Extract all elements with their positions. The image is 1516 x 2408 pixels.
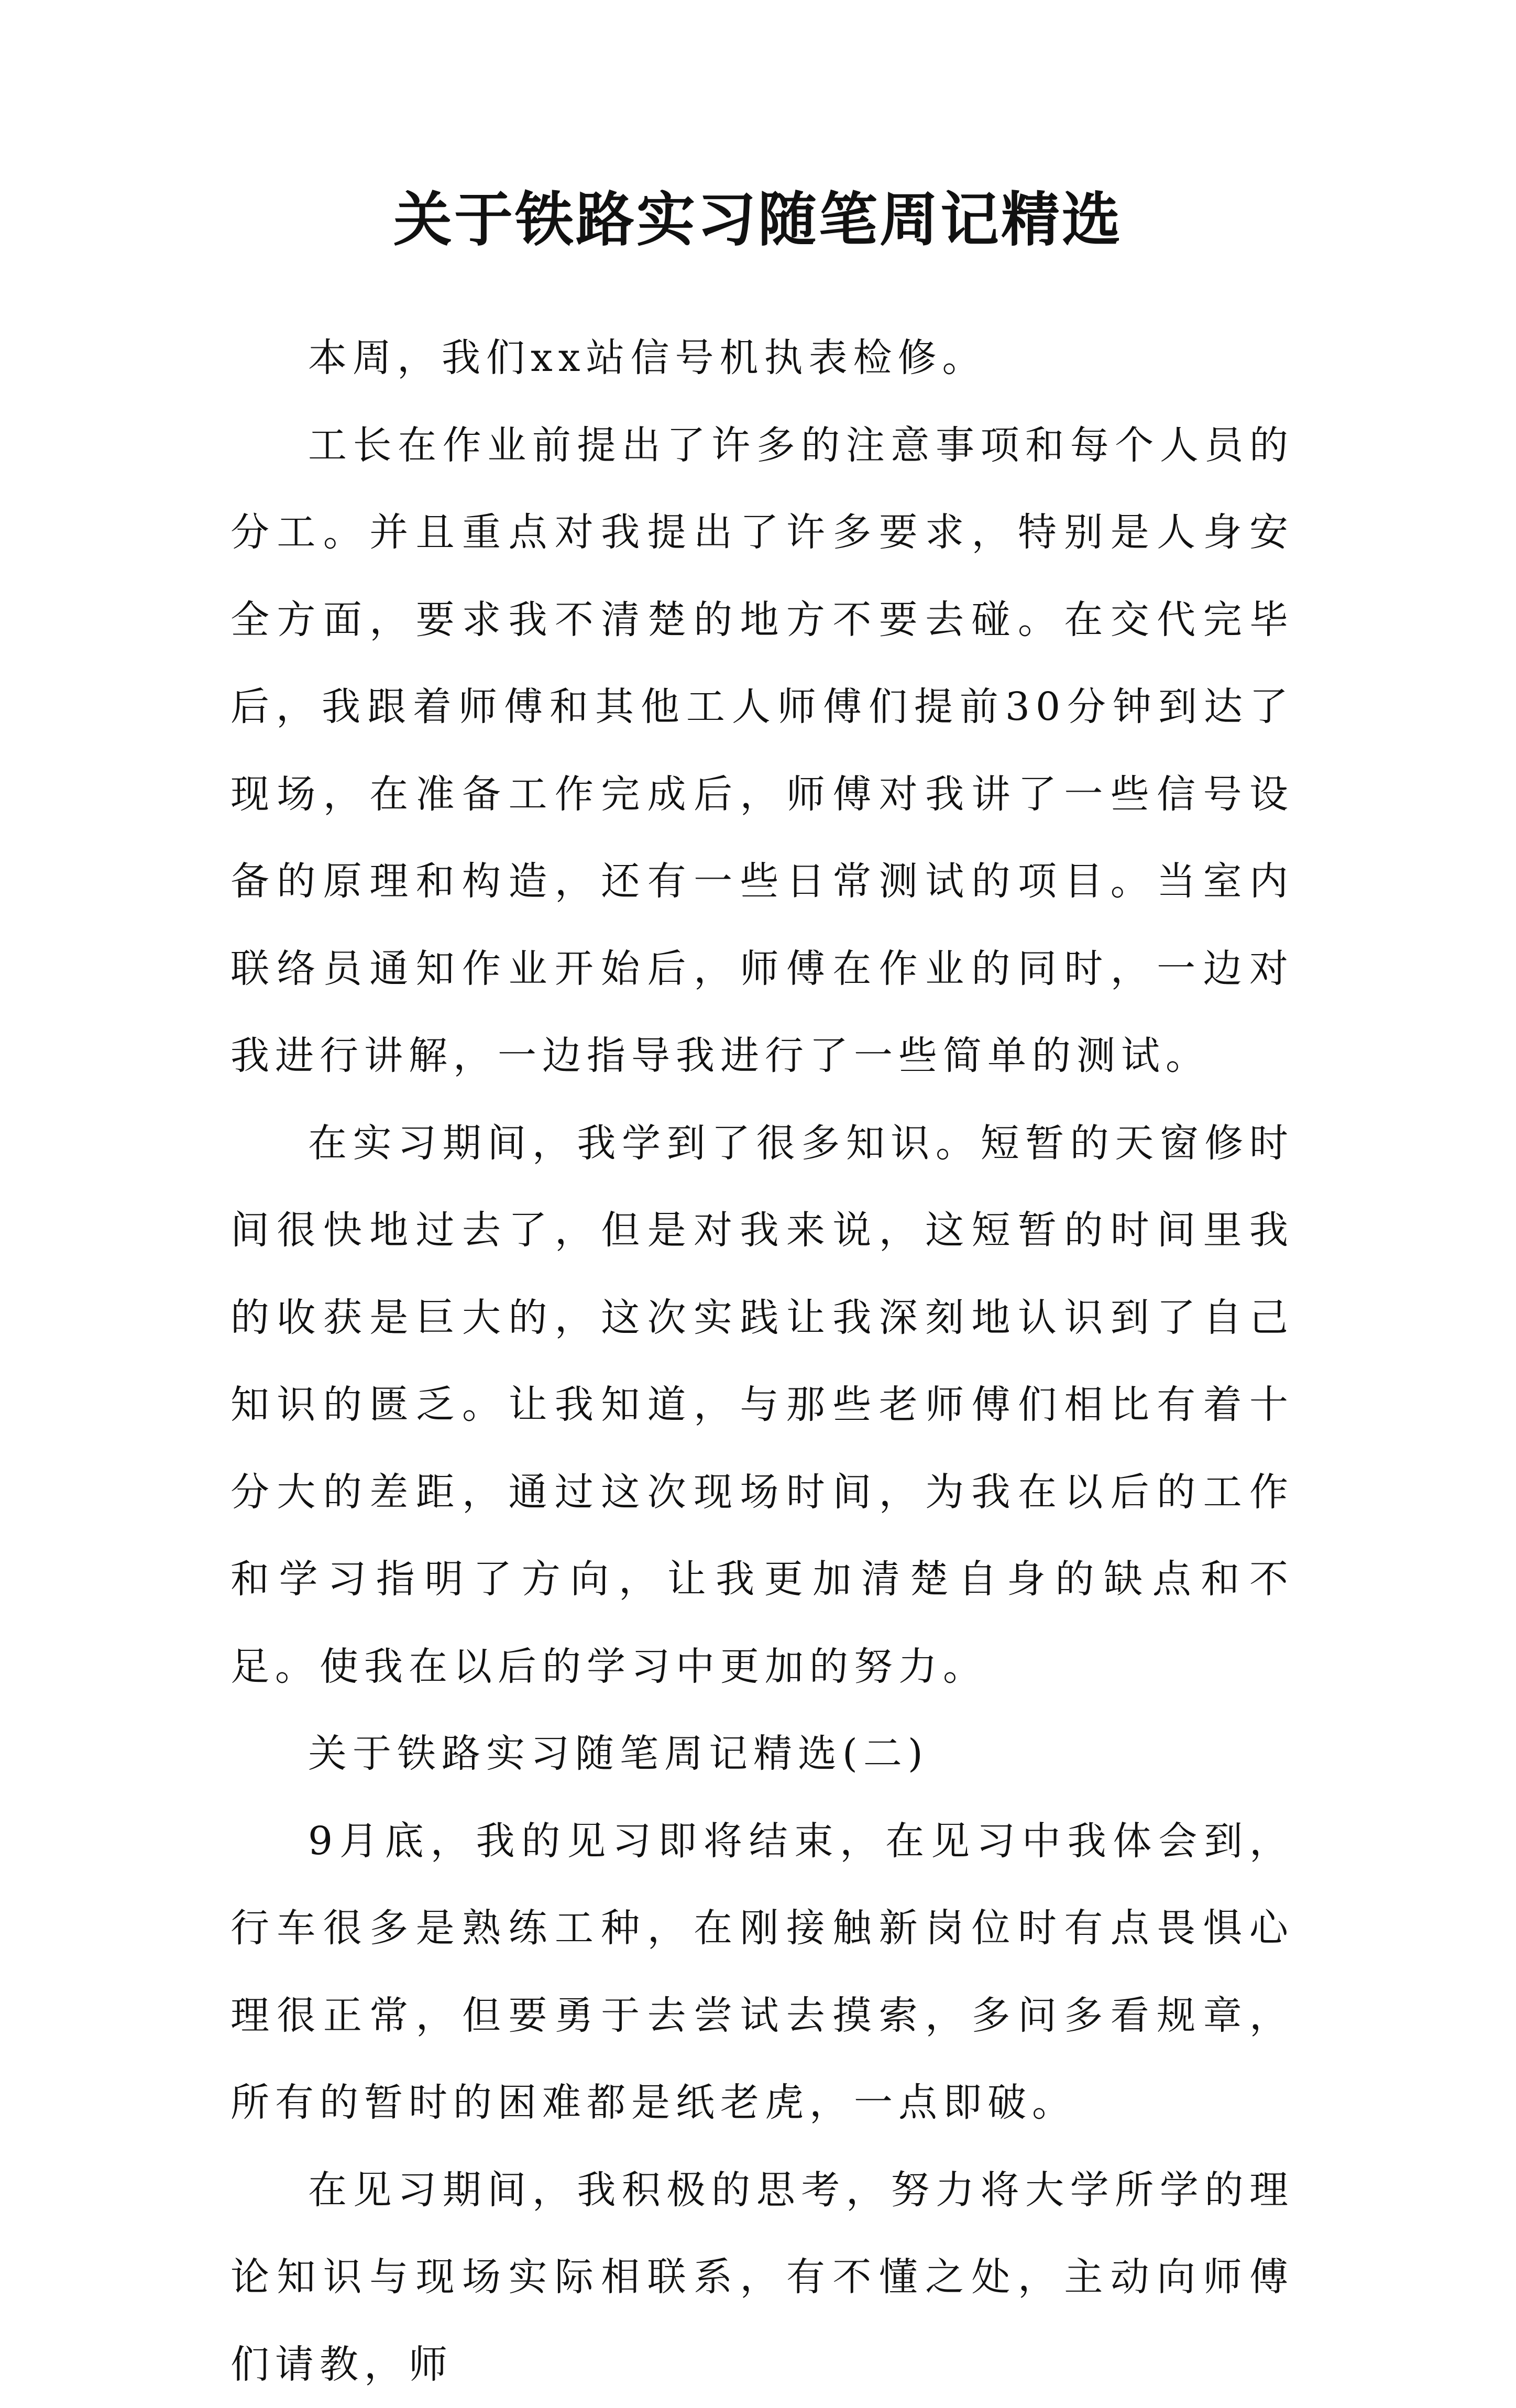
paragraph-internship-reflection: 在实习期间，我学到了很多知识。短暂的天窗修时间很快地过去了，但是对我来说，这短暂的时间里我的收获是巨大的，这次实践让我深刻地认识到了自己知识的匮乏。让我知道，与那些老师傅们相比有着十分大的差距，通过这次现场时间，为我在以后的工作和学习指明了方向，让我更加清楚自身的缺点和不足。使我在以后的学习中更加的努力。 bbox=[230, 1100, 1294, 1711]
section-heading-part-two: 关于铁路实习随笔周记精选(二) bbox=[230, 1710, 1294, 1798]
document-body bbox=[230, 314, 1294, 2408]
paragraph-foreman-instructions: 工长在作业前提出了许多的注意事项和每个人员的分工。并且重点对我提出了许多要求，特别是人身安全方面，要求我不清楚的地方不要去碰。在交代完毕后，我跟着师傅和其他工人师傅们提前30分钟到达了现场，在准备工作完成后，师傅对我讲了一些信号设备的原理和构造，还有一些日常测试的项目。当室内联络员通知作业开始后，师傅在作业的同时，一边对我进行讲解，一边指导我进行了一些简单的测试。 bbox=[230, 402, 1294, 1100]
paragraph-inspection-intro: 本周，我们xx站信号机执表检修。 bbox=[230, 314, 1294, 402]
paragraph-learning-period: 在见习期间，我积极的思考，努力将大学所学的理论知识与现场实际相联系，有不懂之处，主动向师傅们请教，师 bbox=[230, 2147, 1294, 2408]
document-title: 关于铁路实习随笔周记精选 bbox=[0, 178, 1516, 262]
paragraph-september-summary: 9月底，我的见习即将结束，在见习中我体会到，行车很多是熟练工种，在刚接触新岗位时有点畏惧心理很正常，但要勇于去尝试去摸索，多问多看规章，所有的暂时的困难都是纸老虎，一点即破。 bbox=[230, 1798, 1294, 2147]
